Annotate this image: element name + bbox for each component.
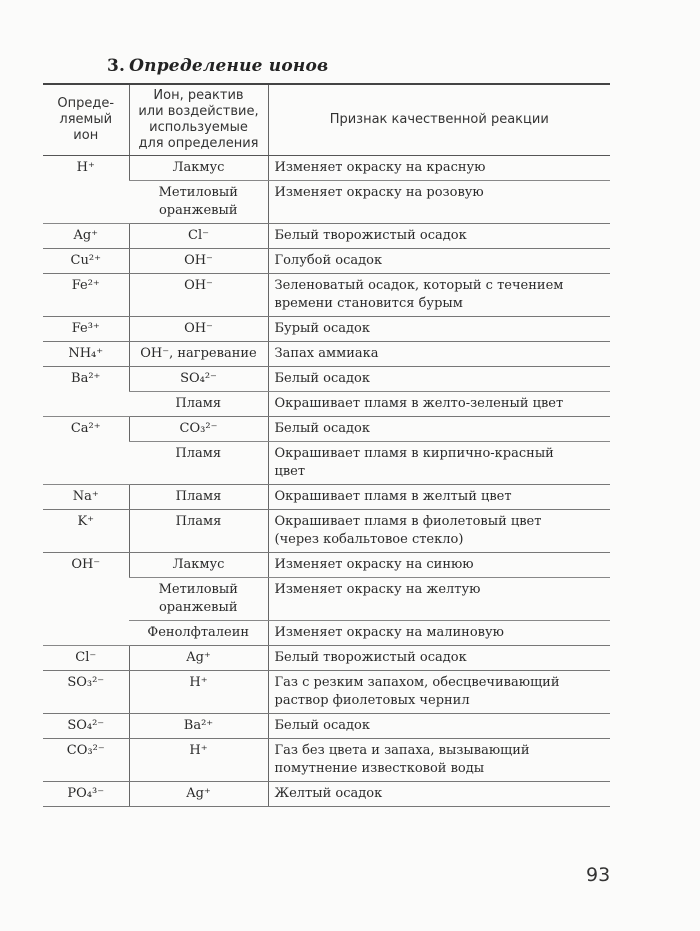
sign-cell: Изменяет окраску на желтую (268, 578, 610, 621)
ion-cell: Fe²⁺ (43, 274, 129, 317)
table-row (43, 671, 610, 714)
table-row (43, 739, 610, 782)
table-body (43, 156, 610, 807)
ion-cell: OH⁻ (43, 553, 129, 646)
reagent-cell: OH⁻ (129, 274, 268, 317)
ion-cell: Fe³⁺ (43, 317, 129, 342)
ion-cell: Ba²⁺ (43, 367, 129, 417)
table-row (43, 646, 610, 671)
reagent-cell: H⁺ (129, 739, 268, 782)
table-row (43, 714, 610, 739)
sign-cell: Газ без цвета и запаха, вызывающий помутнение известковой воды (268, 739, 610, 782)
ion-cell: Na⁺ (43, 485, 129, 510)
reagent-cell: Пламя (129, 485, 268, 510)
sign-cell: Зеленоватый осадок, который с течением времени становится бурым (268, 274, 610, 317)
header-ion: Опреде- ляемый ион (43, 84, 129, 156)
sign-cell: Белый осадок (268, 714, 610, 739)
sign-cell: Изменяет окраску на синюю (268, 553, 610, 578)
reagent-cell: SO₄²⁻ (129, 367, 268, 392)
reagent-cell: Cl⁻ (129, 224, 268, 249)
table-row (43, 578, 610, 621)
ion-cell: Cu²⁺ (43, 249, 129, 274)
ion-cell: Cl⁻ (43, 646, 129, 671)
reagent-cell: Лакмус (129, 156, 268, 181)
table-row (43, 417, 610, 442)
reagent-cell: OH⁻ (129, 249, 268, 274)
sign-cell: Изменяет окраску на красную (268, 156, 610, 181)
reagent-cell: Пламя (129, 510, 268, 553)
sign-cell: Газ с резким запахом, обесцвечивающий раствор фиолетовых чернил (268, 671, 610, 714)
ion-cell: Ag⁺ (43, 224, 129, 249)
table-row (43, 442, 610, 485)
reagent-cell: Метиловый оранжевый (129, 181, 268, 224)
table-row (43, 156, 610, 181)
page-number: 93 (586, 864, 611, 886)
sign-cell: Окрашивает пламя в желто-зеленый цвет (268, 392, 610, 417)
reagent-cell: Ag⁺ (129, 646, 268, 671)
table-row (43, 485, 610, 510)
table-row (43, 181, 610, 224)
table-row (43, 274, 610, 317)
sign-cell: Бурый осадок (268, 317, 610, 342)
ion-cell: CO₃²⁻ (43, 739, 129, 782)
table-row (43, 342, 610, 367)
table-row (43, 621, 610, 646)
reagent-cell: CO₃²⁻ (129, 417, 268, 442)
ion-cell: NH₄⁺ (43, 342, 129, 367)
reagent-cell: OH⁻ (129, 317, 268, 342)
table-header-row (43, 84, 610, 156)
reagent-cell: Фенолфталеин (129, 621, 268, 646)
table-row (43, 392, 610, 417)
reagent-cell: Ba²⁺ (129, 714, 268, 739)
reagent-cell: H⁺ (129, 671, 268, 714)
table-row (43, 224, 610, 249)
table-row (43, 249, 610, 274)
reagent-cell: Метиловый оранжевый (129, 578, 268, 621)
sign-cell: Изменяет окраску на малиновую (268, 621, 610, 646)
sign-cell: Белый осадок (268, 367, 610, 392)
sign-cell: Голубой осадок (268, 249, 610, 274)
table-row (43, 782, 610, 807)
reagent-cell: Лакмус (129, 553, 268, 578)
reagent-cell: Пламя (129, 442, 268, 485)
table-row (43, 553, 610, 578)
ion-cell: K⁺ (43, 510, 129, 553)
section-title (107, 56, 328, 76)
reagent-cell: Ag⁺ (129, 782, 268, 807)
sign-cell: Белый осадок (268, 417, 610, 442)
sign-cell: Белый творожистый осадок (268, 646, 610, 671)
sign-cell: Изменяет окраску на розовую (268, 181, 610, 224)
sign-cell: Запах аммиака (268, 342, 610, 367)
header-sign: Признак качественной реакции (268, 84, 610, 156)
ion-cell: H⁺ (43, 156, 129, 224)
sign-cell: Белый творожистый осадок (268, 224, 610, 249)
sign-cell: Желтый осадок (268, 782, 610, 807)
section-title-text: Определение ионов (129, 56, 329, 76)
section-number: 3. (107, 56, 126, 76)
reagent-cell: OH⁻, нагревание (129, 342, 268, 367)
ion-detection-table (43, 83, 610, 807)
reagent-cell: Пламя (129, 392, 268, 417)
table-row (43, 317, 610, 342)
ion-cell: SO₄²⁻ (43, 714, 129, 739)
ion-cell: SO₃²⁻ (43, 671, 129, 714)
table-row (43, 367, 610, 392)
header-reagent: Ион, реактив или воздействие, используемые для определения (129, 84, 268, 156)
ion-cell: Ca²⁺ (43, 417, 129, 485)
sign-cell: Окрашивает пламя в кирпично-красный цвет (268, 442, 610, 485)
ion-cell: PO₄³⁻ (43, 782, 129, 807)
table-row (43, 510, 610, 553)
sign-cell: Окрашивает пламя в фиолетовый цвет (через кобальтовое стекло) (268, 510, 610, 553)
sign-cell: Окрашивает пламя в желтый цвет (268, 485, 610, 510)
